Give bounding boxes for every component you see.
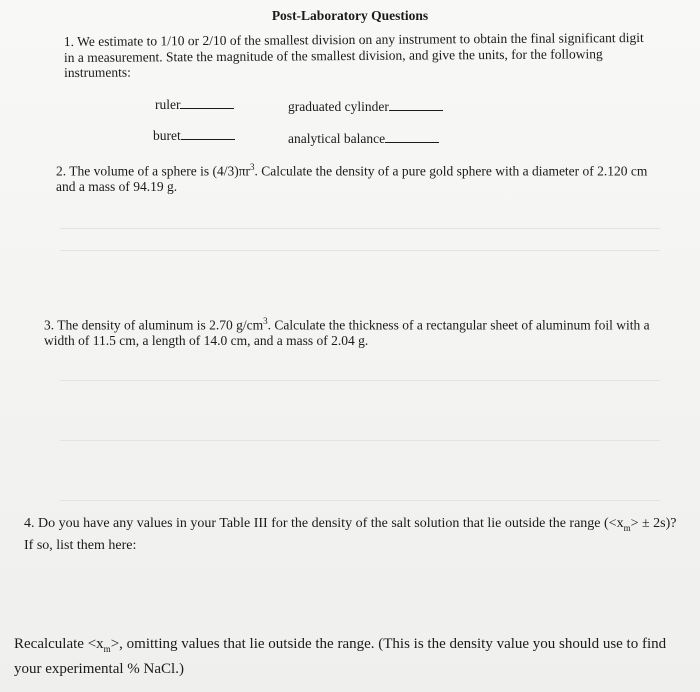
question-4-subscript: m bbox=[623, 522, 631, 533]
question-2-text: 2. The volume of a sphere is (4/3)πr bbox=[56, 163, 251, 179]
question-2-exponent: 3 bbox=[250, 162, 255, 172]
buret-blank bbox=[153, 128, 235, 144]
recalc-subscript: m bbox=[103, 644, 111, 654]
question-2 bbox=[56, 160, 656, 195]
show-through-line bbox=[60, 440, 660, 441]
question-3-text: 3. The density of aluminum is 2.70 g/cm bbox=[44, 317, 264, 333]
show-through-line bbox=[60, 380, 660, 381]
question-3-text-cont: . Calculate the thickness of a rectangular sheet of aluminum foil with a width of 11.5 cm, a length of 14.0 cm, and a mass of 2.04 g. bbox=[44, 317, 650, 348]
question-3-exponent: 3 bbox=[263, 316, 268, 326]
page-title: Post-Laboratory Questions bbox=[271, 8, 429, 23]
question-4-text-cont: > ± 2s)? If so, list them here: bbox=[24, 516, 677, 553]
recalc-text-cont: >, omitting values that lie outside the range. (This is the density value you should use to find your experimental % NaCl.) bbox=[14, 636, 667, 677]
graduated-cylinder-blank bbox=[288, 99, 443, 115]
analytical-balance-label: analytical balance bbox=[288, 131, 386, 146]
recalc-text: Recalculate <x bbox=[14, 636, 104, 652]
show-through-line bbox=[60, 250, 660, 251]
analytical-balance-answer-line[interactable] bbox=[385, 142, 439, 143]
analytical-balance-blank bbox=[288, 131, 439, 147]
buret-label: buret bbox=[153, 128, 181, 143]
show-through-line bbox=[60, 228, 660, 229]
question-3 bbox=[44, 314, 664, 349]
question-4-text: 4. Do you have any values in your Table III for the density of the salt solution that lie outside the range (<x bbox=[24, 516, 624, 531]
recalculate-instruction bbox=[14, 634, 694, 679]
question-4 bbox=[24, 515, 684, 555]
question-1: 1. We estimate to 1/10 or 2/10 of the smallest division on any instrument to obtain the final significant digit in a measurement. State the magnitude of the smallest division, and give the units, for the following instruments: bbox=[63, 29, 644, 81]
show-through-line bbox=[60, 500, 660, 501]
ruler-answer-line[interactable] bbox=[180, 108, 234, 109]
question-2-text-cont: . Calculate the density of a pure gold sphere with a diameter of 2.120 cm and a mass of 94.19 g. bbox=[56, 163, 648, 194]
buret-answer-line[interactable] bbox=[181, 139, 235, 140]
ruler-label: ruler bbox=[155, 97, 181, 112]
ruler-blank bbox=[155, 97, 234, 113]
graduated-cylinder-answer-line[interactable] bbox=[389, 110, 443, 111]
graduated-cylinder-label: graduated cylinder bbox=[288, 99, 389, 114]
